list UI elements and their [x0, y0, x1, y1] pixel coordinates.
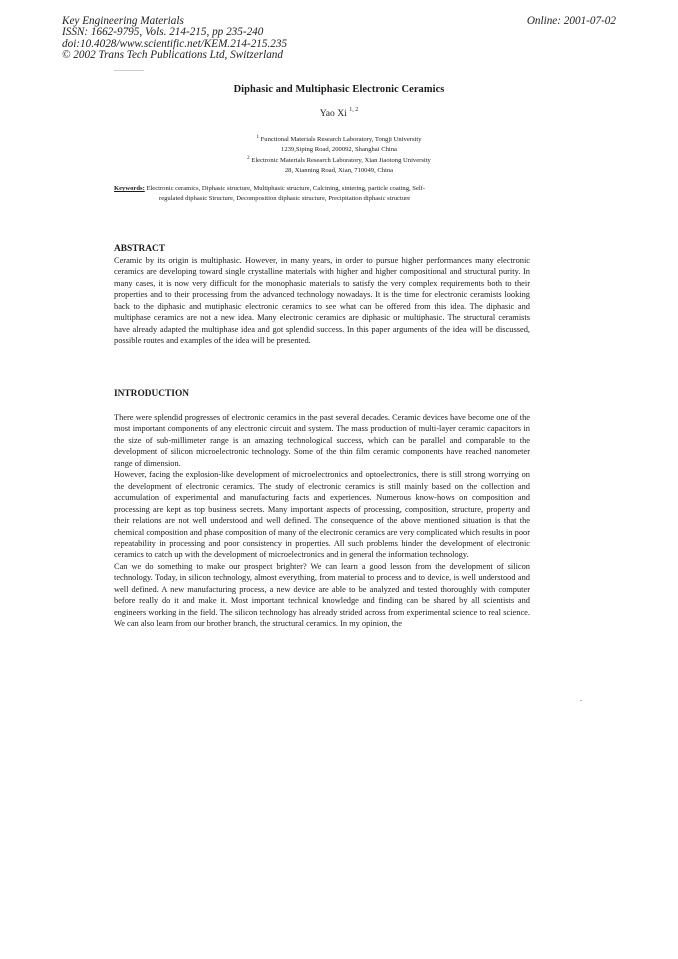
author-name: Yao Xi — [319, 108, 347, 120]
affiliation-1-line-2: 1239,Siping Road, 200092, Shanghai China — [281, 145, 397, 153]
affiliation-1-mark: 1 — [256, 135, 259, 140]
margin-mark — [580, 700, 582, 701]
keywords-line-1: Electronic ceramics, Diphasic structure, Multiphasic structure, Calcining, sintering, particle coating, Self- — [146, 185, 426, 192]
intro-paragraph-2: However, facing the explosion-like development of microelectronics and optoelectronics, there is still strong worrying on the development of electronic ceramics. The study of electronic ceramics is still mainly based on the collection and accumulation of experimental and manufacturing facts and experiences. Numerous know-hows on composition and processing are kept as top business secrets. Many important aspects of processing, composition, structure, property and their relations are not well understood and well defined. The consequence of the above mentioned situation is that the chemical composition and phase composition of many of the electronic ceramics are very complicated which results in poor repeatability in processing and poor consistency in properties. All such problems hinder the development of electronic ceramics to catch up with the development of microelectronics and in general the information technology. — [114, 470, 530, 560]
copyright-line: © 2002 Trans Tech Publications Ltd, Switzerland — [62, 49, 283, 62]
paper-title: Diphasic and Multiphasic Electronic Ceramics — [233, 84, 445, 95]
affiliation-2-text: Electronic Materials Research Laboratory, Xian Jiaotong University — [251, 157, 431, 165]
abstract-heading: ABSTRACT — [114, 244, 166, 254]
abstract-text: Ceramic by its origin is multiphasic. However, in many years, in order to pursue higher performances many electronic ceramics are developing toward single crystalline materials with higher and higher compositional and structural purity. In many cases, it is now very difficult for the monophasic materials to satisfy the very complex requirements both to their properties and to their processing from the advanced technology nowadays. It is the time for electronic ceramists looking back to the diphasic and mutiphasic electronic ceramics to see what can be offered from this idea. The diphasic and multiphase ceramics are not a new idea. Many electronic ceramics are diphasic or multiphasic. The structural ceramists have already adapted the multiphase idea and got splendid success. In this paper arguments of the idea will be discussed, possible routes and examples of the idea will be presented. — [114, 256, 530, 346]
journal-name: Key Engineering Materials — [62, 15, 184, 27]
online-date: Online: 2001-07-02 — [526, 15, 616, 27]
keywords-label: Keywords: — [114, 185, 145, 192]
intro-paragraph-1: There were splendid progresses of electronic ceramics in the past several decades. Ceramic devices have become one of the most important components of any electronic circuit and system. The mass production of multi-layer ceramic capacitors in the size of sub-millimeter range is an amazing technological success, which can be parallel and comparable to the development of silicon microelectronic technology. Some of the thin film ceramic components have reached nanometer range of dimension. — [114, 413, 530, 468]
abstract-body — [114, 255, 530, 347]
keywords-line-2: regulated diphasic Structure, Decomposition diphasic structure, Precipitation diphasic structure — [159, 195, 411, 202]
scan-artifact — [114, 70, 144, 71]
doi-line: doi:10.4028/www.scientific.net/KEM.214-215.235 — [62, 37, 288, 50]
affiliations — [0, 133, 678, 175]
keywords-block — [114, 184, 534, 204]
affiliation-1-text: Functional Materials Research Laboratory, Tongji University — [260, 136, 422, 144]
affiliation-2-line-2: 28, Xianning Road, Xian, 710049, China — [284, 166, 394, 174]
affiliation-2-mark: 2 — [247, 156, 250, 162]
author-affiliation-marks: 1, 2 — [349, 107, 359, 113]
journal-header — [62, 16, 287, 62]
affiliation-1-line-1 — [0, 133, 678, 145]
issn-line: ISSN: 1662-9795, Vols. 214-215, pp 235-240 — [62, 26, 264, 39]
introduction-body — [114, 412, 530, 630]
introduction-heading: INTRODUCTION — [114, 389, 190, 399]
author-line — [0, 108, 678, 119]
intro-paragraph-3: Can we do something to make our prospect brighter? We can learn a good lesson from the development of silicon technology. Today, in silicon technology, almost everything, from material to process and to device, is well understood and well defined. A new manufacturing process, a new device are able to be analyzed and tested thoroughly with computer before really do it and make it. Most important technical knowledge and finding can be shared by all scientists and engineers working in the field. The silicon technology has already strided across from experimental science to real science. We can also learn from our brother branch, the structural ceramics. In my opinion, the — [114, 561, 530, 629]
affiliation-2-line-1 — [0, 154, 678, 166]
